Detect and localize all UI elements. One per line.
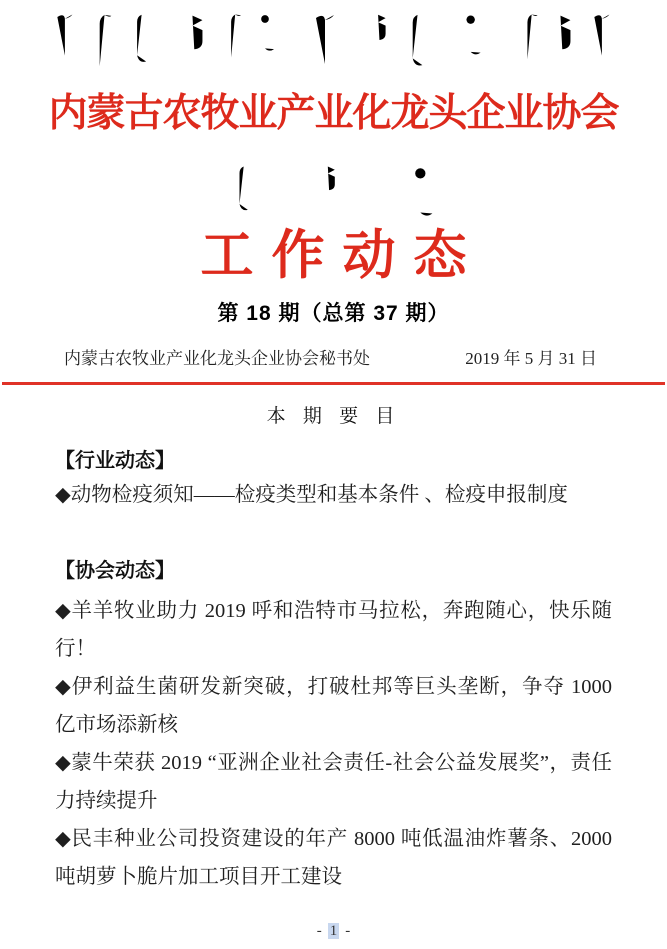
mongolian-script-band [0, 12, 667, 74]
mongolian-glyph-icon [129, 12, 151, 66]
mongolian-glyph-icon [324, 164, 339, 192]
organization-title: 内蒙古农牧业产业化龙头企业协会 [48, 92, 619, 135]
mongolian-glyph-icon [555, 12, 577, 52]
red-separator-rule [2, 382, 665, 385]
toc-item: ◆羊羊牧业助力 2019 呼和浩特市马拉松，奔跑随心，快乐随行！ [55, 600, 612, 660]
mongolian-glyph-icon [232, 164, 252, 214]
toc-item: ◆民丰种业公司投资建设的年产 8000 吨低温油炸薯条、2000 吨胡萝卜脆片加工项目开工建设 [55, 828, 612, 888]
mongolian-glyph-icon [312, 12, 338, 74]
table-of-contents [55, 398, 612, 896]
mongolian-glyph-icon [374, 12, 390, 42]
toc-heading: 本 期 要 目 [266, 406, 401, 427]
toc-item: ◆蒙牛荣获 2019 “亚洲企业社会责任-社会公益发展奖”，责任力持续提升 [55, 752, 612, 812]
mongolian-glyph-icon [187, 12, 209, 52]
page-number-value: 1 [329, 923, 338, 939]
page-number-dash: - [316, 923, 322, 939]
mongolian-glyph-icon [54, 12, 76, 64]
mongolian-script-subband [0, 164, 667, 220]
mongolian-glyph-icon [404, 12, 427, 70]
section-title-association: 【协会动态】 [55, 560, 175, 582]
publisher-row [64, 344, 597, 369]
mongolian-glyph-icon [411, 164, 435, 220]
mongolian-glyph-icon [90, 12, 115, 74]
toc-item: ◆动物检疫须知——检疫类型和基本条件 、检疫申报制度 [55, 484, 568, 506]
section-title-industry: 【行业动态】 [55, 450, 175, 472]
mongolian-glyph-icon [258, 12, 276, 54]
page-number-dash: - [345, 923, 351, 939]
mongolian-glyph-icon [463, 12, 483, 58]
page-number [0, 923, 667, 940]
mongolian-glyph-icon [591, 12, 613, 64]
issue-number: 第 18 期（总第 37 期） [217, 302, 450, 325]
mongolian-glyph-icon [519, 12, 541, 66]
issue-date: 2019 年 5 月 31 日 [465, 349, 597, 368]
mongolian-glyph-icon [223, 12, 244, 64]
toc-item: ◆伊利益生菌研发新突破，打破杜邦等巨头垄断，争夺 1000 亿市场添新核 [55, 676, 612, 736]
bulletin-title: 工作动态 [200, 227, 485, 285]
publisher-name: 内蒙古农牧业产业化龙头企业协会秘书处 [64, 349, 370, 368]
